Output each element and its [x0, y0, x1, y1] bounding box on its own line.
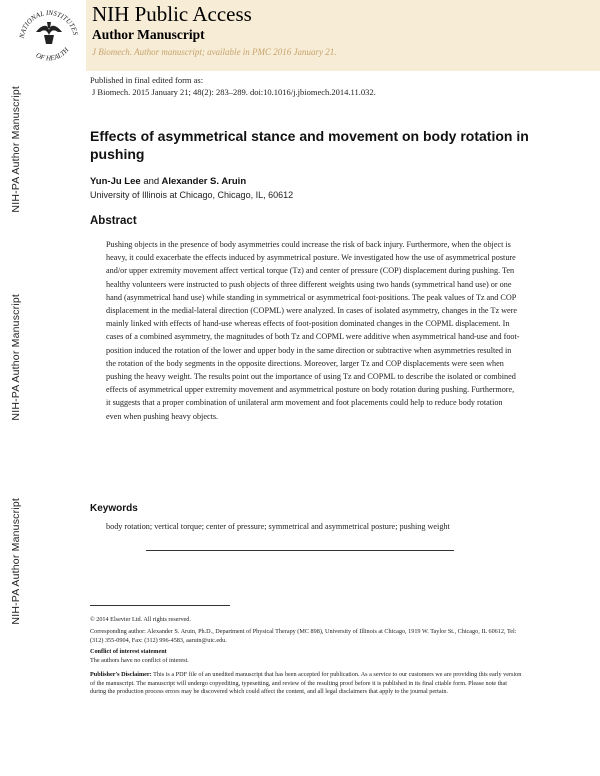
citation-line: J Biomech. 2015 January 21; 48(2): 283–289. doi:10.1016/j.jbiomech.2014.11.032. — [92, 87, 376, 97]
svg-text:OF HEALTH — [35, 45, 72, 62]
publisher-disclaimer — [90, 671, 522, 697]
author-list — [90, 176, 246, 187]
author-manuscript-label: Author Manuscript — [92, 27, 205, 42]
side-label-bottom: NIH-PA Author Manuscript — [10, 498, 22, 625]
disclaimer-text: This is a PDF file of an unedited manuscript that has been accepted for publication. As a service to our customers we are providing this early version of the manuscript. The manuscript will undergo copyediting, typesetting, and review of the resulting proof before it is published in its final citable form. Please note that during the production process errors may be discovered which could affect the content, and all legal disclaimers that apply to the journal pertain. — [90, 671, 522, 696]
abstract-text: Pushing objects in the presence of body asymmetries could increase the risk of back injury. Furthermore, when the object is heavy, it could exacerbate the effects induced by asymmetrical posture. We investigated how the use of asymmetrical posture and/or upper extremity movement affect vertical torque (Tz) and center of pressure (COP) displacement during pushing. Ten healthy volunteers were instructed to push objects of three different weights using two hands (symmetrical hand use) or one hand (asymmetrical hand use) while standing in symmetrical or asymmetrical foot-positions. The peak values of Tz and COP displacement in the medial-lateral direction (COPML) were analyzed. In cases of isolated asymmetry, changes in the Tz were mainly linked with effects of hand-use whereas effects of foot-position dominated changes in the COPML displacement. In cases of a combined asymmetry, the magnitudes of both Tz and COPML were additive when asymmetrical hand-use and foot-position induced the rotation of the lower and upper body in the same direction or subtractive when asymmetries resulted in the rotation of the body segments in the opposite directions. Moreover, larger Tz and COP displacements were seen when pushing the heavy weight. The results point out the importance of using Tz and COPML to describe the isolated or combined effects of asymmetrical upper extremity movement and asymmetrical posture on body rotation during pushing. Furthermore, it suggests that a proper combination of unilateral arm movement and foot placements could help to reduce body rotation even when pushing heavy objects. — [106, 240, 520, 421]
nih-public-access-title: NIH Public Access — [92, 2, 252, 26]
disclaimer-heading: Publisher's Disclaimer: — [90, 671, 152, 678]
corresponding-author-note: Corresponding author: Alexander S. Aruin, Ph.D., Department of Physical Therapy (MC 898), University of Illinois at Chicago, 1919 W. Taylor St., Chicago, IL 60612, Tel: (312) 355-0904, Fax: (312) 996-4583, aaruin@uic.edu. — [90, 628, 517, 644]
side-label-middle: NIH-PA Author Manuscript — [10, 294, 22, 421]
conflict-heading: Conflict of interest statement — [90, 648, 167, 655]
conflict-text: The authors have no conflict of interest. — [90, 657, 189, 664]
logo-text-top: NATIONAL INSTITUTES — [18, 8, 80, 39]
side-label-top: NIH-PA Author Manuscript — [10, 86, 22, 213]
eagle-icon — [36, 22, 62, 44]
availability-note: J Biomech. Author manuscript; available in PMC 2016 January 21. — [92, 47, 337, 57]
author-and: and — [143, 176, 160, 187]
footnote-divider — [90, 605, 230, 606]
keywords-divider — [146, 550, 454, 551]
article-title: Effects of asymmetrical stance and movement on body rotation in pushing — [90, 128, 529, 162]
author-1: Yun-Ju Lee — [90, 176, 141, 187]
author-2: Alexander S. Aruin — [161, 176, 247, 187]
affiliation: University of Illinois at Chicago, Chicago, IL, 60612 — [90, 190, 294, 200]
keywords-text: body rotation; vertical torque; center of pressure; symmetrical and asymmetrical posture; pushing weight — [106, 522, 450, 531]
nih-logo — [14, 2, 84, 70]
copyright-note: © 2014 Elsevier Ltd. All rights reserved. — [90, 616, 191, 623]
abstract-heading: Abstract — [90, 215, 137, 227]
logo-text-bottom: OF HEALTH — [34, 46, 71, 63]
keywords-heading: Keywords — [90, 503, 138, 514]
published-line: Published in final edited form as: — [90, 75, 204, 85]
